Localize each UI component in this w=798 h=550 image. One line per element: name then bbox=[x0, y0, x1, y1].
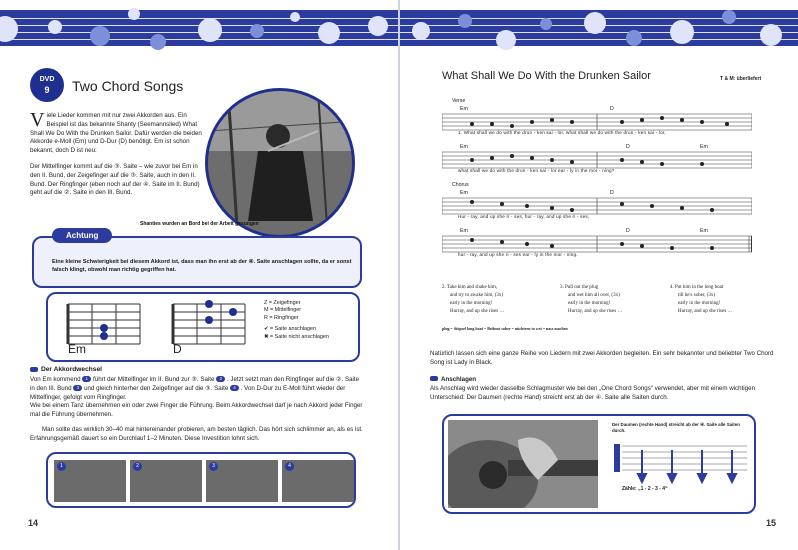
strum-arrows-diagram bbox=[612, 440, 752, 484]
legend-play: ✔ = Saite anschlagen bbox=[264, 326, 317, 333]
chord-name-em: Em bbox=[68, 342, 86, 356]
step-photo-1: 1 bbox=[54, 460, 126, 502]
dvd-badge: DVD 9 bbox=[30, 68, 64, 102]
verse-2: 2. Take him and shake him, and try to awake him, (3x) early in the morning! Hurray, and up she rises … bbox=[442, 285, 505, 314]
section-heading-akkordwechsel: Der Akkordwechsel bbox=[30, 366, 102, 373]
lyrics-line-2: what shall we do with the drun - ken sai - lor ear - ly in the mor - ning? bbox=[458, 168, 615, 173]
step-badge-2: 2 bbox=[216, 376, 225, 382]
intro-text bbox=[30, 109, 205, 205]
guitar-strum-photo bbox=[448, 420, 598, 508]
staff-label-verse: Verse bbox=[452, 98, 466, 104]
sailor-violin-photo bbox=[205, 88, 355, 238]
legend-zeigefinger: Z = Zeigefinger bbox=[264, 300, 301, 306]
step-badge-3: 3 bbox=[73, 385, 82, 391]
section-heading-anschlagen: Anschlagen bbox=[430, 376, 780, 385]
step-badge-4: 4 bbox=[230, 385, 239, 391]
drop-cap: V bbox=[30, 109, 45, 131]
chord-change-photo-strip bbox=[46, 452, 356, 508]
alert-tag: Achtung bbox=[52, 228, 112, 243]
legend-mittelfinger: M = Mittelfinger bbox=[264, 307, 301, 314]
chord-symbol: Em bbox=[460, 228, 468, 234]
akkordwechsel-text: Von Em kommend 1 führt der Mittelfinger im II. Bund zur ③. Saite 2 . Jetzt setzt man den Ringfinger auf die ②. Saite in den III. Bund 3 und gleich hinterher den Zeigefinger auf die ③. Saite 4 . Von D-Dur zu E-Moll führt wieder der Mittelfinger, gefolgt vom Ringfinger. Wie bei einem Tanz übernehmen ein oder zwei Finger die Führung. Beim Akkordwechsel darf je nach Akkord jeder Finger mal die Führung übernehmen. Man sollte das wirklich 30–40 mal hintereinander probieren, am besten täglich. Das hört sich schlimmer an, als es ist. Erfahrungsgemäß dauert so ein Durchlauf 1–2 Minuten. Diese Investition lohnt sich. bbox=[30, 376, 365, 450]
chord-symbol: D bbox=[626, 228, 630, 234]
page-title: Two Chord Songs bbox=[72, 78, 184, 94]
left-page bbox=[0, 0, 398, 550]
music-staff-1 bbox=[442, 110, 752, 140]
chord-symbol: D bbox=[610, 106, 614, 112]
page-number-left: 14 bbox=[28, 518, 39, 528]
page-number-right: 15 bbox=[765, 518, 776, 528]
photo-caption: Shanties wurden an Bord bei der Arbeit gesungen bbox=[140, 221, 259, 227]
song-title: What Shall We Do With the Drunken Sailor bbox=[442, 70, 651, 82]
legend-ringfinger: R = Ringfinger bbox=[264, 314, 299, 321]
chord-diagram-box bbox=[46, 292, 360, 362]
alert-text: Eine kleine Schwierigkeit bei diesem Akkord ist, dass man ihn erst ab der ④. Saite anschlagen sollte, da er sonst falsch klingt, obwohl man richtig gegriffen hat. bbox=[52, 259, 352, 273]
chord-name-d: D bbox=[173, 342, 182, 356]
vocabulary-legend: plug = Stöpsel long boat = Beiboot sober = nüchtern to wet = nass machen bbox=[442, 326, 568, 331]
right-body-text: Natürlich lassen sich eine ganze Reihe von Liedern mit zwei Akkorden begleiten. Ein sehr bekannter und beliebter Two Chord Song ist Lady in Black. Anschlagen Als Anschlag wird wieder dasselbe Schlagmuster wie bei den „One Chord Songs“ verwendet, aber mit einem wichtigen Unterschied: Der Daumen (rechte Hand) streicht erst ab der ④. Saite alle Saiten durch. bbox=[430, 350, 780, 403]
step-photo-3: 3 bbox=[206, 460, 278, 502]
practice-paragraph: Man sollte das wirklich 30–40 mal hintereinander probieren, am besten täglich. Das hört sich schlimmer an, als es ist. Erfahrungsgemäß dauert so ein Durchlauf 1–2 Minuten. Diese Investition lohnt sich. bbox=[30, 425, 363, 442]
step-badge-1: 1 bbox=[82, 376, 91, 382]
step-photo-2: 2 bbox=[130, 460, 202, 502]
finger-legend bbox=[264, 300, 329, 341]
legend-mute: ✖ = Saite nicht anschlagen bbox=[264, 333, 329, 340]
chord-symbol: Em bbox=[460, 106, 468, 112]
anschlagen-text: Als Anschlag wird wieder dasselbe Schlagmuster wie bei den „One Chord Songs“ verwendet, aber mit einem wichtigen Unterschied: Der Daumen (rechte Hand) streicht erst ab der ④. Saite alle Saiten durch. bbox=[430, 385, 756, 402]
chord-symbol: D bbox=[626, 144, 630, 150]
music-staff-2 bbox=[442, 148, 752, 178]
header-banner-left bbox=[0, 0, 398, 62]
lyrics-line-3: Hur - ray, and up she ri - ses, hur - ray, and up she ri - ses, bbox=[458, 214, 590, 219]
intro-paragraph-2: Der Mittelfinger kommt auf die ③. Saite – wie zuvor bei Em in den II. Bund, der Zeigefinger auf die ③. Saite, auch in den II. Bund. Der Ringfinger (eben noch auf der ④. Saite im II. Bund) geht auf die ②. Saite in den III. Bund. bbox=[30, 162, 200, 197]
chord-symbol: Em bbox=[460, 144, 468, 150]
verse-4: 4. Put him in the long boat till he's sober, (3x) early in the morning! Hurray, and up she rises … bbox=[670, 285, 733, 314]
lyrics-line-4: hur - ray, and up she ri - ses ear - ly in the mor - ning. bbox=[458, 252, 578, 257]
music-staff-3 bbox=[442, 194, 752, 224]
chord-symbol: Em bbox=[700, 144, 708, 150]
strum-pattern-box bbox=[442, 414, 756, 514]
step-photo-4: 4 bbox=[282, 460, 354, 502]
right-page bbox=[400, 0, 798, 550]
strum-caption: Der Daumen (rechte Hand) streicht ab der ④. Saite alle Saiten durch. bbox=[612, 422, 740, 433]
music-staff-4 bbox=[442, 232, 752, 262]
header-banner-right bbox=[400, 0, 798, 62]
intro-paragraph-1: iele Lieder kommen mit nur zwei Akkorden aus. Ein Beispiel ist das bekannte Shanty (Seemannslied) What Shall We Do With the Drunken Sailor. Dafür werden die beiden Akkorde e-Moll (Em) und D-Dur (D) benötigt. Em ist schon bekannt, doch D ist neu: bbox=[30, 112, 202, 155]
chord-symbol: Em bbox=[460, 190, 468, 196]
lyrics-line-1: 1. What shall we do with the drun - ken sai - lor, what shall we do with the drun - ken sai - lor, bbox=[458, 130, 666, 135]
alert-box bbox=[32, 231, 362, 288]
chord-symbol: Em bbox=[700, 228, 708, 234]
chord-symbol: D bbox=[610, 190, 614, 196]
song-credit: T & M: überliefert bbox=[720, 76, 762, 82]
count-label: Zähle: „1 - 2 - 3 - 4“ bbox=[622, 486, 668, 492]
verse-3: 3. Pull out the plug and wet him all over, (3x) early in the morning! Hurray, and up she rises … bbox=[560, 285, 623, 314]
staff-label-chorus: Chorus bbox=[452, 182, 469, 188]
